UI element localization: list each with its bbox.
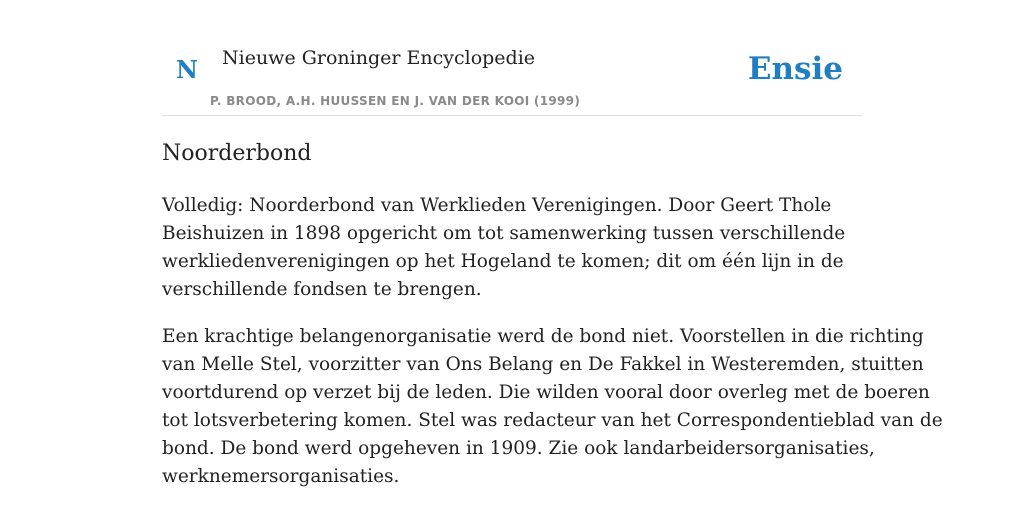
book-logo[interactable]: N	[176, 55, 198, 84]
paragraph-line: Volledig: Noorderbond van Werklieden Verenigingen. Door Geert Thole	[162, 195, 832, 216]
entry-title: Noorderbond	[162, 141, 312, 166]
paragraph-line: werknemersorganisaties.	[162, 466, 400, 487]
ensie-logo[interactable]: Ensie	[747, 51, 843, 87]
paragraph-line: Een krachtige belangenorganisatie werd de bond niet. Voorstellen in die richting	[162, 326, 924, 347]
entry-body	[162, 192, 943, 510]
paragraph-line: verschillende fondsen te brengen.	[162, 279, 482, 300]
source-header	[162, 0, 862, 116]
paragraph-line: voortdurend op verzet bij de leden. Die wilden vooral door overleg met de boeren	[162, 382, 930, 403]
paragraph-line: werkliedenverenigingen op het Hogeland te komen; dit om één lijn in de	[162, 251, 844, 272]
paragraph	[162, 323, 943, 491]
paragraph-line: Beishuizen in 1898 opgericht om tot samenwerking tussen verschillende	[162, 223, 846, 244]
book-title-link[interactable]: Nieuwe Groninger Encyclopedie	[222, 47, 536, 69]
encyclopedia-card	[162, 0, 943, 512]
book-authors: P. BROOD, A.H. HUUSSEN EN J. VAN DER KOOI (1999)	[210, 94, 581, 108]
paragraph-line: tot lotsverbetering komen. Stel was redacteur van het Correspondentieblad van de	[162, 410, 943, 431]
paragraph	[162, 192, 862, 304]
paragraph-line: bond. De bond werd opgeheven in 1909. Zie ook landarbeidersorganisaties,	[162, 438, 875, 459]
paragraph-line: van Melle Stel, voorzitter van Ons Belang en De Fakkel in Westeremden, stuitten	[162, 354, 924, 375]
